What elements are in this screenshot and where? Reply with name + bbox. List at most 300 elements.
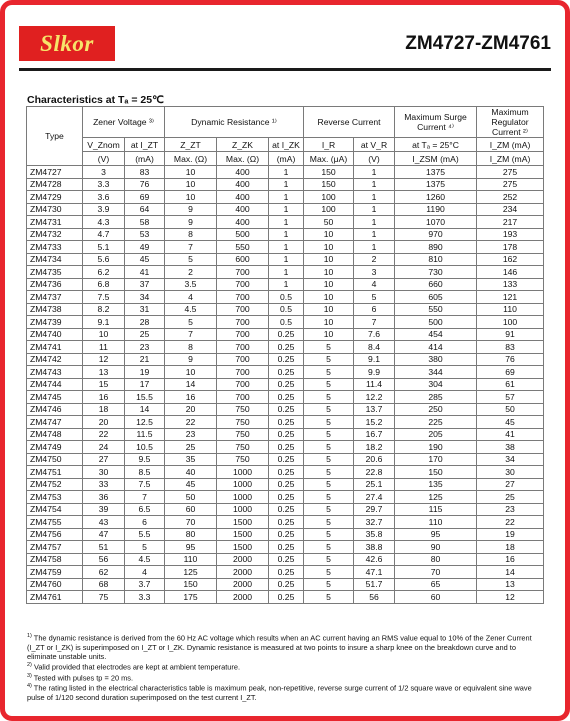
value-cell: 25 <box>125 328 165 341</box>
type-cell: ZM4731 <box>27 216 83 229</box>
value-cell: 252 <box>477 191 544 204</box>
value-cell: 110 <box>165 553 217 566</box>
value-cell: 4.5 <box>125 553 165 566</box>
value-cell: 50 <box>477 403 544 416</box>
value-cell: 205 <box>395 428 477 441</box>
value-cell: 13 <box>477 578 544 591</box>
value-cell: 1000 <box>217 503 269 516</box>
unit-cell: I_ZM (mA) <box>477 152 544 166</box>
value-cell: 0.5 <box>269 316 304 329</box>
table-row <box>27 191 544 204</box>
value-cell: 0.25 <box>269 478 304 491</box>
value-cell: 0.5 <box>269 291 304 304</box>
table-row <box>27 291 544 304</box>
value-cell: 7.5 <box>83 291 125 304</box>
value-cell: 15.5 <box>125 391 165 404</box>
sub-header-cell: at I_ZK <box>269 138 304 152</box>
value-cell: 0.25 <box>269 341 304 354</box>
value-cell: 33 <box>83 478 125 491</box>
table-row <box>27 516 544 529</box>
value-cell: 17 <box>125 378 165 391</box>
value-cell: 3.9 <box>83 203 125 216</box>
value-cell: 0.25 <box>269 416 304 429</box>
value-cell: 41 <box>477 428 544 441</box>
type-cell: ZM4734 <box>27 253 83 266</box>
value-cell: 1000 <box>217 466 269 479</box>
value-cell: 15.2 <box>354 416 395 429</box>
value-cell: 60 <box>395 591 477 604</box>
sub-header-cell: I_R <box>304 138 354 152</box>
value-cell: 10 <box>165 178 217 191</box>
footnote-mark: 2) <box>27 662 32 669</box>
value-cell: 0.25 <box>269 378 304 391</box>
value-cell: 11 <box>83 341 125 354</box>
footnote-mark: 3) <box>27 672 32 679</box>
value-cell: 16 <box>165 391 217 404</box>
footnote <box>27 661 541 672</box>
value-cell: 13 <box>83 366 125 379</box>
table-row <box>27 316 544 329</box>
value-cell: 0.25 <box>269 441 304 454</box>
value-cell: 700 <box>217 391 269 404</box>
sub-header-cell: V_Znom <box>83 138 125 152</box>
value-cell: 2000 <box>217 553 269 566</box>
table-row <box>27 378 544 391</box>
type-cell: ZM4744 <box>27 378 83 391</box>
value-cell: 0.25 <box>269 516 304 529</box>
value-cell: 5 <box>304 553 354 566</box>
value-cell: 3 <box>354 266 395 279</box>
value-cell: 1 <box>354 203 395 216</box>
value-cell: 5 <box>304 428 354 441</box>
table-row <box>27 178 544 191</box>
type-cell: ZM4755 <box>27 516 83 529</box>
value-cell: 1260 <box>395 191 477 204</box>
value-cell: 76 <box>477 353 544 366</box>
group-surge-current: Maximum Surge Current ⁴⁾ <box>395 107 477 138</box>
value-cell: 56 <box>354 591 395 604</box>
value-cell: 70 <box>395 566 477 579</box>
value-cell: 0.25 <box>269 528 304 541</box>
value-cell: 1 <box>269 166 304 179</box>
value-cell: 700 <box>217 291 269 304</box>
unit-cell: Max. (μA) <box>304 152 354 166</box>
value-cell: 660 <box>395 278 477 291</box>
group-zener-voltage: Zener Voltage ³⁾ <box>83 107 165 138</box>
value-cell: 100 <box>304 203 354 216</box>
table-row <box>27 503 544 516</box>
value-cell: 7.6 <box>354 328 395 341</box>
sub-header-cell: at V_R <box>354 138 395 152</box>
sub-header-cell: at Tₐ = 25°C <box>395 138 477 152</box>
value-cell: 68 <box>83 578 125 591</box>
value-cell: 35.8 <box>354 528 395 541</box>
unit-cell: Max. (Ω) <box>165 152 217 166</box>
value-cell: 150 <box>165 578 217 591</box>
value-cell: 6.2 <box>83 266 125 279</box>
value-cell: 43 <box>83 516 125 529</box>
unit-cell: I_ZSM (mA) <box>395 152 477 166</box>
table-row <box>27 278 544 291</box>
value-cell: 162 <box>477 253 544 266</box>
value-cell: 47 <box>83 528 125 541</box>
value-cell: 12.2 <box>354 391 395 404</box>
value-cell: 605 <box>395 291 477 304</box>
value-cell: 15 <box>83 378 125 391</box>
type-cell: ZM4745 <box>27 391 83 404</box>
group-dynamic-resistance: Dynamic Resistance ¹⁾ <box>165 107 304 138</box>
value-cell: 150 <box>304 166 354 179</box>
header-rule <box>19 68 551 71</box>
value-cell: 500 <box>217 228 269 241</box>
value-cell: 18 <box>83 403 125 416</box>
value-cell: 500 <box>395 316 477 329</box>
value-cell: 16 <box>83 391 125 404</box>
value-cell: 125 <box>165 566 217 579</box>
value-cell: 890 <box>395 241 477 254</box>
value-cell: 90 <box>395 541 477 554</box>
value-cell: 95 <box>165 541 217 554</box>
table-row <box>27 566 544 579</box>
value-cell: 6 <box>354 303 395 316</box>
value-cell: 23 <box>125 341 165 354</box>
type-cell: ZM4739 <box>27 316 83 329</box>
value-cell: 150 <box>395 466 477 479</box>
value-cell: 11.4 <box>354 378 395 391</box>
value-cell: 25.1 <box>354 478 395 491</box>
value-cell: 5.1 <box>83 241 125 254</box>
sub-header-cell: Z_ZT <box>165 138 217 152</box>
value-cell: 1500 <box>217 516 269 529</box>
value-cell: 225 <box>395 416 477 429</box>
type-cell: ZM4753 <box>27 491 83 504</box>
value-cell: 28 <box>125 316 165 329</box>
value-cell: 5 <box>304 453 354 466</box>
value-cell: 175 <box>165 591 217 604</box>
value-cell: 100 <box>304 191 354 204</box>
value-cell: 6.8 <box>83 278 125 291</box>
value-cell: 1 <box>269 253 304 266</box>
value-cell: 22 <box>165 416 217 429</box>
section-title: Characteristics at Tₐ = 25℃ <box>27 94 164 106</box>
value-cell: 190 <box>395 441 477 454</box>
value-cell: 22 <box>83 428 125 441</box>
value-cell: 7 <box>125 491 165 504</box>
value-cell: 125 <box>395 491 477 504</box>
value-cell: 10 <box>165 191 217 204</box>
value-cell: 10 <box>304 316 354 329</box>
value-cell: 0.25 <box>269 366 304 379</box>
type-cell: ZM4751 <box>27 466 83 479</box>
value-cell: 5.6 <box>83 253 125 266</box>
value-cell: 4 <box>125 566 165 579</box>
value-cell: 39 <box>83 503 125 516</box>
value-cell: 0.25 <box>269 566 304 579</box>
value-cell: 8.4 <box>354 341 395 354</box>
value-cell: 76 <box>125 178 165 191</box>
value-cell: 5 <box>304 516 354 529</box>
value-cell: 285 <box>395 391 477 404</box>
value-cell: 51.7 <box>354 578 395 591</box>
value-cell: 64 <box>125 203 165 216</box>
value-cell: 1500 <box>217 528 269 541</box>
value-cell: 5 <box>354 291 395 304</box>
value-cell: 1000 <box>217 491 269 504</box>
value-cell: 4.5 <box>165 303 217 316</box>
value-cell: 3.3 <box>125 591 165 604</box>
group-reverse-current: Reverse Current <box>304 107 395 138</box>
value-cell: 3.5 <box>165 278 217 291</box>
value-cell: 115 <box>395 503 477 516</box>
value-cell: 5 <box>165 253 217 266</box>
footnote-text: The dynamic resistance is derived from the 60 Hz AC voltage which results when an AC current having an RMS value equal to 10% of the Zener Current (I_ZT or I_ZK) is superimposed on I_ZT or I_ZK. Dynamic resistance is measured at two points to insure a sharp knee on the breakdown curve and to eliminate unstable units. <box>27 633 532 661</box>
value-cell: 10 <box>304 278 354 291</box>
value-cell: 9.9 <box>354 366 395 379</box>
footnotes <box>27 632 541 702</box>
value-cell: 5 <box>304 391 354 404</box>
value-cell: 5 <box>304 528 354 541</box>
value-cell: 11.5 <box>125 428 165 441</box>
value-cell: 9.5 <box>125 453 165 466</box>
type-cell: ZM4752 <box>27 478 83 491</box>
value-cell: 0.25 <box>269 553 304 566</box>
type-cell: ZM4728 <box>27 178 83 191</box>
value-cell: 414 <box>395 341 477 354</box>
table-row <box>27 266 544 279</box>
value-cell: 0.25 <box>269 491 304 504</box>
value-cell: 170 <box>395 453 477 466</box>
type-cell: ZM4732 <box>27 228 83 241</box>
value-cell: 5 <box>304 366 354 379</box>
value-cell: 3.7 <box>125 578 165 591</box>
value-cell: 10 <box>304 328 354 341</box>
value-cell: 2000 <box>217 566 269 579</box>
unit-cell: (mA) <box>125 152 165 166</box>
value-cell: 750 <box>217 453 269 466</box>
value-cell: 7 <box>165 241 217 254</box>
value-cell: 23 <box>477 503 544 516</box>
value-cell: 10 <box>304 303 354 316</box>
value-cell: 4.3 <box>83 216 125 229</box>
value-cell: 3.3 <box>83 178 125 191</box>
table-row <box>27 578 544 591</box>
part-range-title: ZM4727-ZM4761 <box>405 33 551 54</box>
value-cell: 14 <box>165 378 217 391</box>
type-cell: ZM4743 <box>27 366 83 379</box>
value-cell: 700 <box>217 266 269 279</box>
value-cell: 1 <box>269 216 304 229</box>
table-row <box>27 591 544 604</box>
value-cell: 20.6 <box>354 453 395 466</box>
type-cell: ZM4746 <box>27 403 83 416</box>
table-row <box>27 466 544 479</box>
value-cell: 42.6 <box>354 553 395 566</box>
value-cell: 600 <box>217 253 269 266</box>
value-cell: 80 <box>165 528 217 541</box>
value-cell: 75 <box>83 591 125 604</box>
value-cell: 304 <box>395 378 477 391</box>
table-row <box>27 391 544 404</box>
value-cell: 32.7 <box>354 516 395 529</box>
value-cell: 20 <box>165 403 217 416</box>
value-cell: 24 <box>83 441 125 454</box>
value-cell: 10 <box>83 328 125 341</box>
value-cell: 0.25 <box>269 428 304 441</box>
characteristics-table <box>26 106 544 604</box>
value-cell: 700 <box>217 353 269 366</box>
value-cell: 400 <box>217 191 269 204</box>
value-cell: 0.25 <box>269 466 304 479</box>
value-cell: 20 <box>83 416 125 429</box>
value-cell: 3 <box>83 166 125 179</box>
value-cell: 0.5 <box>269 303 304 316</box>
value-cell: 10.5 <box>125 441 165 454</box>
value-cell: 13.7 <box>354 403 395 416</box>
value-cell: 12 <box>83 353 125 366</box>
value-cell: 133 <box>477 278 544 291</box>
value-cell: 1 <box>269 203 304 216</box>
value-cell: 1190 <box>395 203 477 216</box>
unit-cell: (V) <box>83 152 125 166</box>
footnote-text: The rating listed in the electrical characteristics table is maximum peak, non-repetitive, reverse surge current of 1/2 square wave or equivalent sine wave pulse of 1/120 second duration superimposed on the test current I_ZT. <box>27 683 532 703</box>
value-cell: 29.7 <box>354 503 395 516</box>
table-row <box>27 441 544 454</box>
type-cell: ZM4748 <box>27 428 83 441</box>
footnote-text: Tested with pulses tp = 20 ms. <box>31 673 134 683</box>
footnote <box>27 682 541 702</box>
type-cell: ZM4737 <box>27 291 83 304</box>
type-cell: ZM4754 <box>27 503 83 516</box>
value-cell: 10 <box>165 366 217 379</box>
footnote-mark: 4) <box>27 683 32 690</box>
value-cell: 62 <box>83 566 125 579</box>
type-cell: ZM4756 <box>27 528 83 541</box>
value-cell: 7 <box>165 328 217 341</box>
value-cell: 275 <box>477 178 544 191</box>
value-cell: 38.8 <box>354 541 395 554</box>
unit-cell: Max. (Ω) <box>217 152 269 166</box>
value-cell: 1 <box>354 241 395 254</box>
type-cell: ZM4738 <box>27 303 83 316</box>
value-cell: 22 <box>477 516 544 529</box>
sub-header-cell: Z_ZK <box>217 138 269 152</box>
value-cell: 12 <box>477 591 544 604</box>
value-cell: 8.5 <box>125 466 165 479</box>
table-row <box>27 353 544 366</box>
value-cell: 45 <box>477 416 544 429</box>
type-cell: ZM4735 <box>27 266 83 279</box>
value-cell: 5 <box>304 566 354 579</box>
value-cell: 550 <box>395 303 477 316</box>
value-cell: 275 <box>477 166 544 179</box>
type-cell: ZM4747 <box>27 416 83 429</box>
value-cell: 7 <box>354 316 395 329</box>
value-cell: 50 <box>304 216 354 229</box>
type-cell: ZM4749 <box>27 441 83 454</box>
value-cell: 51 <box>83 541 125 554</box>
value-cell: 400 <box>217 166 269 179</box>
table-row <box>27 416 544 429</box>
unit-cell: (V) <box>354 152 395 166</box>
value-cell: 700 <box>217 316 269 329</box>
value-cell: 1 <box>269 191 304 204</box>
table-row <box>27 403 544 416</box>
value-cell: 344 <box>395 366 477 379</box>
table-row <box>27 366 544 379</box>
value-cell: 193 <box>477 228 544 241</box>
value-cell: 25 <box>165 441 217 454</box>
value-cell: 19 <box>477 528 544 541</box>
value-cell: 700 <box>217 303 269 316</box>
value-cell: 380 <box>395 353 477 366</box>
value-cell: 18 <box>477 541 544 554</box>
value-cell: 700 <box>217 378 269 391</box>
value-cell: 49 <box>125 241 165 254</box>
value-cell: 810 <box>395 253 477 266</box>
value-cell: 27 <box>477 478 544 491</box>
value-cell: 1375 <box>395 166 477 179</box>
value-cell: 400 <box>217 216 269 229</box>
value-cell: 27.4 <box>354 491 395 504</box>
value-cell: 700 <box>217 341 269 354</box>
type-cell: ZM4759 <box>27 566 83 579</box>
value-cell: 45 <box>165 478 217 491</box>
value-cell: 10 <box>304 266 354 279</box>
value-cell: 2 <box>165 266 217 279</box>
value-cell: 1 <box>269 228 304 241</box>
table-row <box>27 166 544 179</box>
value-cell: 5 <box>304 578 354 591</box>
value-cell: 3.6 <box>83 191 125 204</box>
value-cell: 0.25 <box>269 328 304 341</box>
value-cell: 9 <box>165 353 217 366</box>
value-cell: 178 <box>477 241 544 254</box>
brand-logo <box>19 26 115 61</box>
value-cell: 5 <box>304 478 354 491</box>
value-cell: 0.25 <box>269 591 304 604</box>
value-cell: 34 <box>477 453 544 466</box>
value-cell: 2 <box>354 253 395 266</box>
value-cell: 1070 <box>395 216 477 229</box>
value-cell: 70 <box>165 516 217 529</box>
value-cell: 65 <box>395 578 477 591</box>
value-cell: 16.7 <box>354 428 395 441</box>
value-cell: 4 <box>354 278 395 291</box>
value-cell: 10 <box>304 253 354 266</box>
value-cell: 9 <box>165 203 217 216</box>
value-cell: 700 <box>217 278 269 291</box>
value-cell: 53 <box>125 228 165 241</box>
value-cell: 5.5 <box>125 528 165 541</box>
value-cell: 4.7 <box>83 228 125 241</box>
value-cell: 2000 <box>217 591 269 604</box>
footnote-text: Valid provided that electrodes are kept at ambient temperature. <box>31 662 241 672</box>
value-cell: 0.25 <box>269 541 304 554</box>
value-cell: 250 <box>395 403 477 416</box>
value-cell: 1375 <box>395 178 477 191</box>
value-cell: 6.5 <box>125 503 165 516</box>
value-cell: 970 <box>395 228 477 241</box>
brand-logo-text: Slkor <box>40 30 94 56</box>
value-cell: 4 <box>165 291 217 304</box>
value-cell: 0.25 <box>269 453 304 466</box>
unit-cell: (mA) <box>269 152 304 166</box>
value-cell: 7.5 <box>125 478 165 491</box>
value-cell: 83 <box>125 166 165 179</box>
sub-header-cell: I_ZM (mA) <box>477 138 544 152</box>
value-cell: 18.2 <box>354 441 395 454</box>
table-row <box>27 453 544 466</box>
